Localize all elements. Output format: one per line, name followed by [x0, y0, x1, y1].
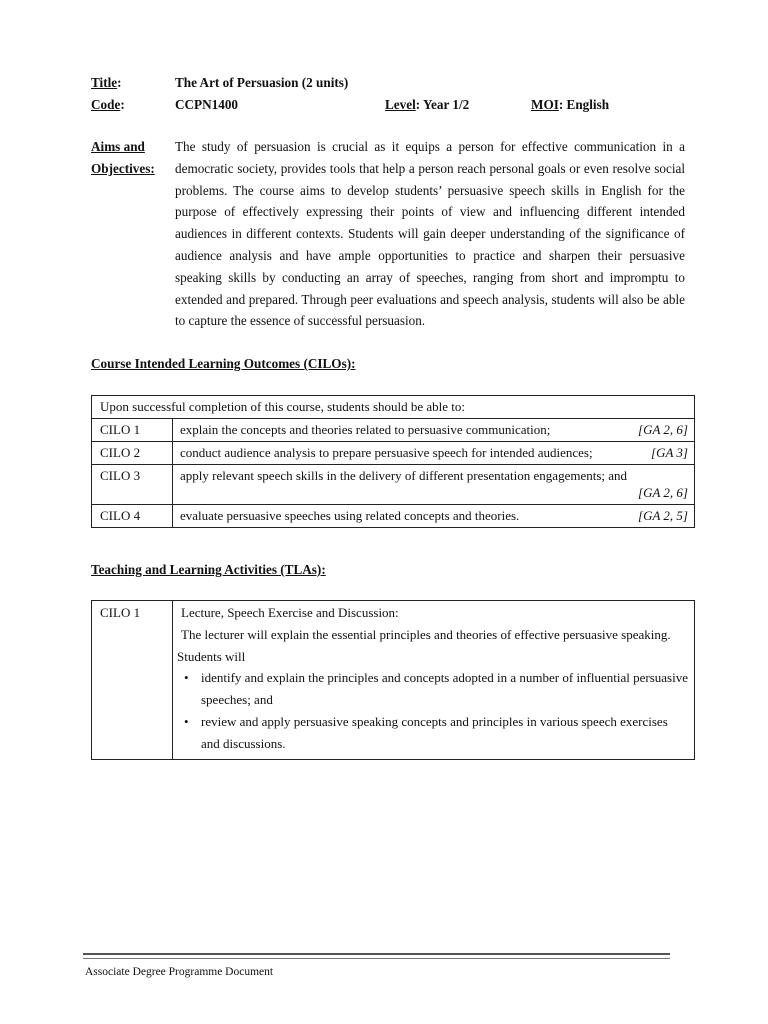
title-colon: : [117, 75, 122, 90]
list-item [177, 711, 688, 755]
tla-content [173, 601, 695, 760]
ga-reference: [GA 2, 6] [638, 422, 688, 437]
cilo-text: evaluate persuasive speeches using related concepts and theories. [180, 508, 520, 523]
code-row [91, 97, 125, 113]
table-row [92, 419, 695, 442]
tla-lecturer-text: The lecturer will explain the essential principles and theories of effective persuasive speaking. [181, 626, 671, 642]
footer-divider-thin [83, 958, 670, 959]
course-title: The Art of Persuasion (2 units) [175, 75, 349, 90]
bullet-icon: • [184, 670, 189, 686]
list-item [177, 667, 688, 711]
cilo-text: explain the concepts and theories related to persuasive communication; [180, 422, 551, 437]
cilo-description [173, 442, 695, 465]
level-value: : Year 1/2 [415, 97, 470, 112]
table-row [92, 505, 695, 528]
aims-paragraph: The study of persuasion is crucial as it equips a person for effective communication in a democratic society, provides tools that help a person reach personal goals or even resolve social problems. The course aims to develop students’ persuasive speech skills in English for the purpose of effectively expressing their points of view and influencing different intended audiences in different contexts. Students will gain deeper understanding of the significance of audience analysis and have ample opportunities to practice and sharpen their persuasive speaking skills by conducting an array of speeches, ranging from short and impromptu to extended and prepared. Through peer evaluations and speech analysis, students will also be able to capture the essence of successful persuasion. [175, 139, 685, 329]
bullet-icon: • [184, 713, 189, 729]
cilo-intro-row [92, 396, 695, 419]
tla-table [91, 600, 695, 760]
cilo-code: CILO 3 [92, 465, 173, 505]
cilo-code: CILO 2 [92, 442, 173, 465]
level-field [385, 97, 469, 113]
moi-field [531, 97, 609, 113]
moi-label: MOI [531, 97, 559, 112]
course-code: CCPN1400 [175, 97, 239, 112]
tla-bullet-list [177, 667, 688, 754]
ga-reference: [GA 3] [651, 445, 688, 460]
cilo-code: CILO 1 [92, 419, 173, 442]
cilo-intro: Upon successful completion of this course, students should be able to: [92, 396, 695, 419]
title-label: Title [91, 75, 118, 90]
footer-divider [83, 953, 670, 955]
tla-heading: Teaching and Learning Activities (TLAs): [91, 562, 326, 577]
table-row [92, 465, 695, 505]
tla-activity: Lecture, Speech Exercise and Discussion: [181, 605, 399, 620]
level-label: Level [385, 97, 416, 112]
code-colon: : [120, 97, 125, 112]
tla-students-intro: Students will [177, 648, 246, 664]
ga-reference: [GA 2, 5] [638, 508, 688, 523]
footer-text: Associate Degree Programme Document [85, 966, 274, 978]
ga-reference: [GA 2, 6] [638, 485, 688, 500]
title-row [91, 75, 122, 91]
code-label: Code [91, 97, 121, 112]
cilo-description [173, 419, 695, 442]
moi-value: : English [558, 97, 610, 112]
cilo-code: CILO 4 [92, 505, 173, 528]
aims-label-line1: Aims and [91, 139, 145, 154]
cilo-heading: Course Intended Learning Outcomes (CILOs): [91, 356, 356, 371]
table-row [92, 601, 695, 760]
tla-cilo-code: CILO 1 [92, 601, 173, 760]
list-item-text: identify and explain the principles and concepts adopted in a number of influential persuasive speeches; and [201, 670, 688, 708]
list-item-text: review and apply persuasive speaking concepts and principles in various speech exercises and discussions. [201, 713, 668, 751]
cilo-text: conduct audience analysis to prepare persuasive speech for intended audiences; [180, 445, 593, 460]
cilo-description [173, 505, 695, 528]
table-row [92, 442, 695, 465]
cilo-text: apply relevant speech skills in the delivery of different presentation engagements; and [180, 468, 628, 483]
cilo-description [173, 465, 695, 505]
cilo-table [91, 395, 695, 528]
aims-label [91, 136, 155, 180]
aims-label-line2: Objectives: [91, 160, 155, 176]
